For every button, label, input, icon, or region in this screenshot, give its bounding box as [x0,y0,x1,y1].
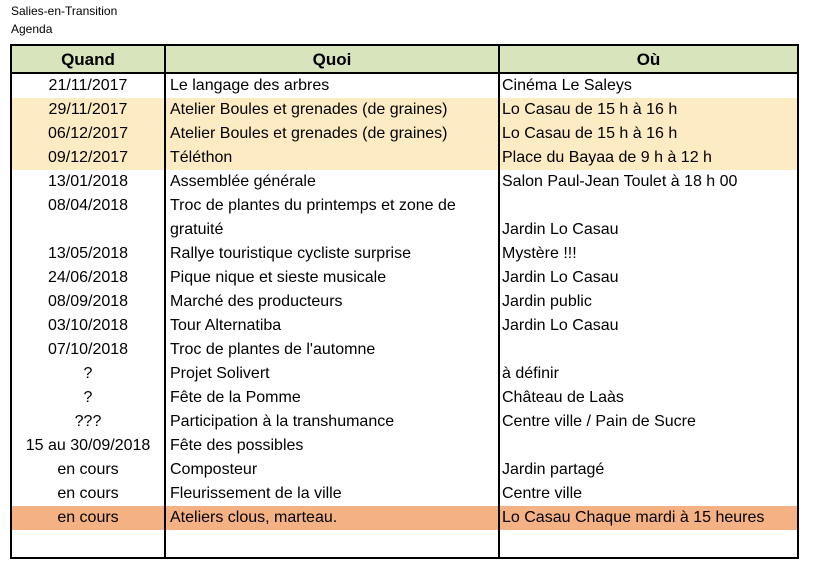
cell-quoi: Troc de plantes de l'automne [170,341,376,358]
table-row [12,74,797,98]
column-header-quoi: Quoi [166,46,498,74]
cell-ou: Lo Casau Chaque mardi à 15 heures [502,509,765,526]
cell-quoi: Composteur [170,461,258,478]
cell-quand: 06/12/2017 [47,125,129,142]
table-row [12,386,797,410]
cell-quoi: Projet Solivert [170,365,270,382]
cell-quand: 08/09/2018 [47,293,129,310]
cell-quand: 24/06/2018 [47,269,129,286]
cell-ou: Lo Casau de 15 h à 16 h [502,101,678,118]
cell-ou: Jardin partagé [502,461,605,478]
cell-quoi: Marché des producteurs [170,293,343,310]
cell-quoi: Assemblée générale [170,173,316,190]
cell-quoi: Le langage des arbres [170,77,330,94]
cell-ou: Cinéma Le Saleys [502,77,632,94]
cell-quoi: Fleurissement de la ville [170,485,342,502]
cell-quand: 13/05/2018 [47,245,129,262]
table-row [12,338,797,362]
cell-ou: Salon Paul-Jean Toulet à 18 h 00 [502,173,738,190]
cell-quand: ? [83,365,93,382]
cell-quoi: Pique nique et sieste musicale [170,269,387,286]
cell-quand: en cours [57,461,119,478]
table-row [12,410,797,434]
cell-ou [502,338,792,362]
table-row [12,314,797,338]
cell-quand: ? [83,389,93,406]
cell-ou: Place du Bayaa de 9 h à 12 h [502,149,712,166]
cell-quand: 07/10/2018 [47,341,129,358]
table-row [12,266,797,290]
cell-quoi: Rallye touristique cycliste surprise [170,245,411,262]
cell-ou: Jardin Lo Casau [502,317,619,334]
document-title: Salies-en-Transition [11,4,118,18]
cell-quand: 09/12/2017 [47,149,129,166]
cell-quand: 21/11/2017 [48,77,128,94]
cell-ou: Mystère !!! [502,245,577,262]
table-row [12,194,797,242]
table-row [12,434,797,458]
table-row [12,290,797,314]
cell-quoi: Ateliers clous, marteau. [170,509,338,526]
table-row [12,170,797,194]
cell-ou: à définir [502,365,559,382]
table-row [12,242,797,266]
column-header-quand: Quand [12,46,164,74]
cell-quand: en cours [57,509,119,526]
table-row [12,98,797,122]
cell-quoi: Troc de plantes du printemps et zone de gratuité [170,197,456,238]
column-header-ou: Où [500,46,797,74]
cell-ou: Jardin Lo Casau [502,269,619,286]
table-row [12,506,797,530]
cell-quoi: Téléthon [170,149,233,166]
cell-quand: 15 au 30/09/2018 [25,437,151,454]
cell-quand: 08/04/2018 [47,197,129,214]
document-subtitle: Agenda [11,22,53,36]
table-row [12,146,797,170]
cell-quand: 29/11/2017 [48,101,128,118]
cell-quoi: Atelier Boules et grenades (de graines) [170,125,448,142]
cell-quand: ??? [74,413,102,430]
cell-quoi: Fête de la Pomme [170,389,301,406]
cell-quoi: Atelier Boules et grenades (de graines) [170,101,448,118]
cell-ou [502,434,792,458]
cell-quoi: Fête des possibles [170,437,304,454]
cell-ou: Château de Laàs [502,389,624,406]
cell-quoi: Participation à la transhumance [170,413,395,430]
cell-quoi: Tour Alternatiba [170,317,282,334]
column-divider [164,46,166,557]
table-row [12,122,797,146]
cell-quand: en cours [57,485,119,502]
column-divider [498,46,500,557]
cell-ou: Centre ville / Pain de Sucre [502,413,696,430]
table-row [12,458,797,482]
cell-ou: Jardin public [502,293,592,310]
cell-quand: 03/10/2018 [47,317,129,334]
cell-ou: Centre ville [502,485,583,502]
agenda-table [10,44,799,559]
cell-quand: 13/01/2018 [47,173,129,190]
table-row [12,482,797,506]
cell-ou: Jardin Lo Casau [502,221,619,238]
table-row [12,362,797,386]
cell-ou: Lo Casau de 15 h à 16 h [502,125,678,142]
